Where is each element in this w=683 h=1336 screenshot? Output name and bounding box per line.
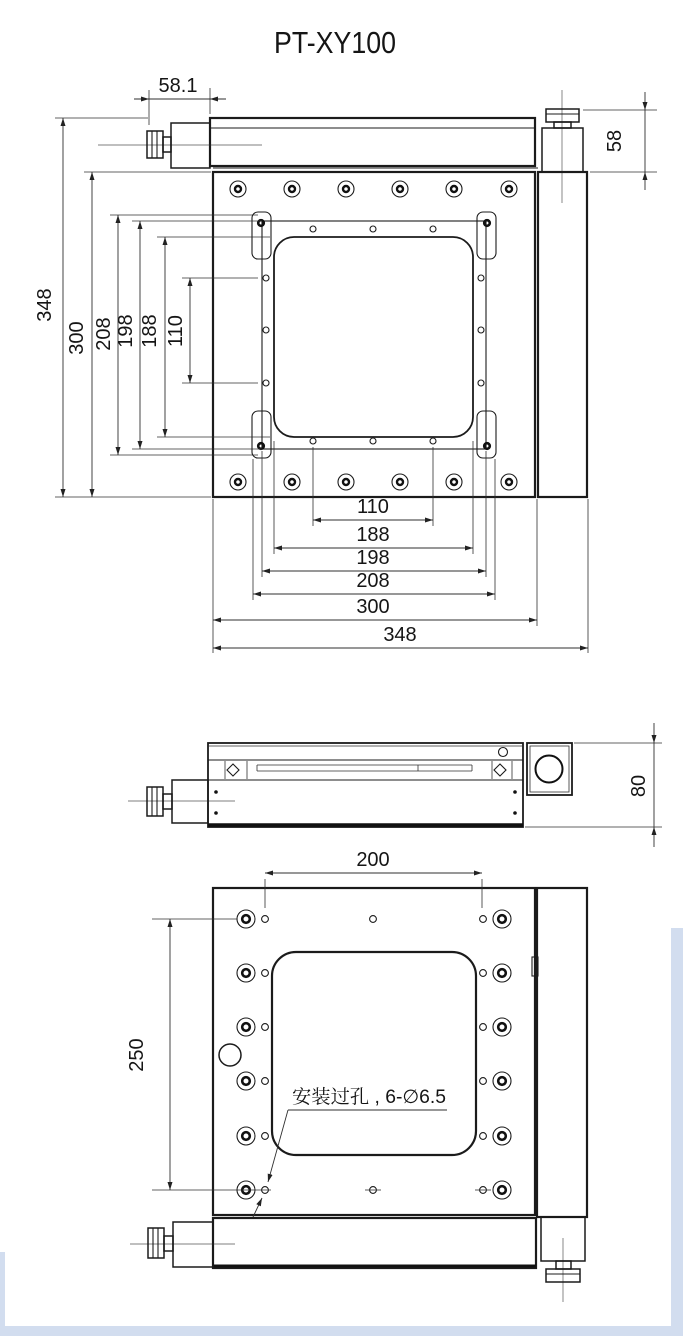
moving-table	[252, 212, 496, 458]
side-pin-hole	[499, 748, 508, 757]
datum-diamond-right	[494, 764, 506, 776]
dim-h300-label: 300	[356, 596, 390, 618]
dim-v198-label: 198	[115, 314, 137, 348]
side-view	[128, 723, 662, 847]
top-view-left-motor	[98, 123, 262, 168]
dim-h188-label: 188	[356, 524, 390, 546]
dim-58-1-label: 58.1	[158, 75, 198, 97]
top-view-right-motor	[542, 90, 583, 203]
datum-diamond-left	[227, 764, 239, 776]
dim-h348-label: 348	[383, 624, 417, 646]
drawing-title: PT-XY100	[274, 25, 396, 60]
bottom-right-motor	[541, 1217, 585, 1302]
dim-58	[583, 92, 657, 190]
bottom-rail-bar	[213, 1218, 536, 1268]
left-dimensions	[34, 118, 270, 497]
callout-text: 安装过孔 , 6-∅6.5	[292, 1087, 444, 1108]
dim-250	[126, 919, 271, 1190]
top-view	[34, 75, 657, 653]
dim-80-label: 80	[628, 774, 650, 798]
table-aperture	[274, 237, 473, 437]
bottom-right-rail	[537, 888, 587, 1217]
side-view-motor-end	[527, 743, 572, 795]
bottom-left-motor	[130, 1222, 235, 1267]
bottom-aperture	[272, 952, 476, 1155]
dim-58-label: 58	[604, 129, 626, 153]
dim-250-label: 250	[126, 1038, 148, 1072]
dim-v208-label: 208	[93, 317, 115, 351]
locating-hole	[219, 1044, 241, 1066]
bottom-through-holes	[262, 916, 491, 1194]
dim-v348-label: 348	[34, 288, 56, 322]
dim-v110-label: 110	[165, 315, 187, 347]
bottom-view	[126, 849, 587, 1302]
dim-80	[525, 723, 662, 847]
dim-h110-label: 110	[357, 496, 389, 518]
dim-v300-label: 300	[66, 321, 88, 355]
side-view-motor	[128, 780, 235, 823]
dim-h208-label: 208	[356, 570, 390, 592]
dim-200	[265, 849, 482, 908]
dim-h198-label: 198	[356, 547, 390, 569]
top-rail	[210, 118, 538, 168]
side-body	[208, 743, 523, 827]
dim-v188-label: 188	[139, 314, 161, 348]
bottom-dimensions	[213, 441, 588, 653]
bottom-plate	[213, 888, 535, 1215]
right-rail	[538, 172, 587, 497]
dim-200-label: 200	[356, 849, 390, 871]
